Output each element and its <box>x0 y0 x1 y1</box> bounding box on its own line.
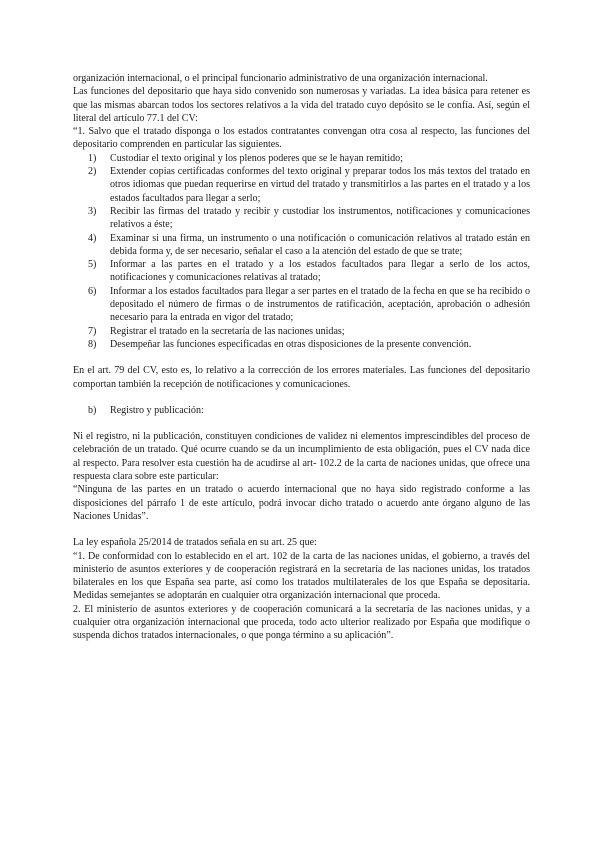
quote-article-102: “Ninguna de las partes en un tratado o acuerdo internacional que no haya sido registrado conforme a las disposiciones del párrafo 1 de este artículo, podrá invocar dicho tratado o acuerdo ante órgano alguno de las Naciones Unidas”. <box>73 484 530 522</box>
section-heading <box>73 404 530 417</box>
list-number: 8) <box>88 338 97 350</box>
list-number: 5) <box>88 259 97 271</box>
list-item <box>73 205 530 232</box>
list-number: 4) <box>88 232 97 244</box>
paragraph-registration: Ni el registro, ni la publicación, constituyen condiciones de validez ni elementos imprescindibles del proceso de celebración de un tratado. Qué ocurre cuando se da un incumplimiento de esta obligación, pues el CV nada dice al respecto. Para resolver esta cuestión ha de acudirse al art- 102.2 de la carta de naciones unidas, que ofrece una respuesta clara sobre este particular: <box>73 431 530 483</box>
list-text: Informar a los estados facultados para llegar a ser partes en el tratado de la fecha en que se ha recibido o depositado el número de firmas o de instrumentos de ratificación, aceptación, aprobación o adhesión necesario para la entrada en vigor del tratado; <box>110 285 530 324</box>
functions-list <box>73 152 530 351</box>
list-text: Informar a las partes en el tratado y a los estados facultados para llegar a serlo de los actos, notificaciones y comunicaciones relativas al tratado; <box>110 259 530 284</box>
quote-article-25-1: “1. De conformidad con lo establecido en el art. 102 de la carta de las naciones unidas, el gobierno, a través del ministerio de asuntos exteriores y de cooperación registrará en la secretaría de las naciones unidas, los tratados bilaterales en los que España sea parte, así como los tratados multilaterales de los que España se depositaria. Medidas semejantes se adoptarán en cualquier otra organización internacional que proceda. <box>73 550 530 602</box>
list-item <box>73 325 530 338</box>
paragraph-article-79: En el art. 79 del CV, esto es, lo relativo a la corrección de los errores materiales. Las funciones del depositario comportan también la recepción de notificaciones y comunicaciones. <box>73 365 530 390</box>
list-number: 6) <box>88 285 97 297</box>
list-number: 2) <box>88 166 97 178</box>
section-number: b) <box>88 404 97 416</box>
paragraph-spanish-law: La ley española 25/2014 de tratados señala en su art. 25 que: <box>73 537 317 549</box>
list-number: 3) <box>88 205 97 217</box>
list-number: 7) <box>88 325 97 337</box>
list-text: Examinar si una firma, un instrumento o una notificación o comunicación relativos al tratado están en debida forma y, de ser necesario, señalar el caso a la atención del estado de que se trate; <box>110 232 530 257</box>
list-text: Custodiar el texto original y los plenos poderes que se le hayan remitido; <box>110 152 403 164</box>
list-text: Extender copias certificadas conformes del texto original y preparar todos los más textos del tratado en otros idiomas que puedan requerirse en virtud del tratado y transmitirlos a las partes en el tratado y a los estados facultados para llegar a serlo; <box>110 166 530 204</box>
section-title: Registro y publicación: <box>110 404 204 416</box>
list-item <box>73 152 530 165</box>
paragraph-continuation: organización internacional, o el principal funcionario administrativo de una organización internacional. <box>73 73 488 84</box>
list-item <box>73 285 530 325</box>
list-number: 1) <box>88 152 97 164</box>
quote-article-77: “1. Salvo que el tratado disponga o los estados contratantes convengan otra cosa al respecto, las funciones del depositario comprenden en particular las siguientes. <box>73 126 530 151</box>
list-text: Registrar el tratado en la secretaría de las naciones unidas; <box>110 325 345 337</box>
list-item <box>73 258 530 285</box>
quote-article-25-2: 2. El ministerio de asuntos exteriores y de cooperación comunicará a la secretaría de las naciones unidas, y a cualquier otra organización internacional que proceda, todo acto ulterior realizado por España que modifique o suspenda dichos tratados internacionales, o que ponga término a su aplicación”. <box>73 603 530 642</box>
paragraph-depositary-functions: Las funciones del depositario que haya sido convenido son numerosas y variadas. La idea básica para retener es que las mismas abarcan todos los sectores relativos a la vida del tratado cuyo depósito se le confía. Así, según el literal del artículo 77.1 del CV: <box>73 86 530 124</box>
list-item <box>73 232 530 259</box>
list-text: Recibir las firmas del tratado y recibir y custodiar los instrumentos, notificaciones y comunicaciones relativos a éste; <box>110 205 530 231</box>
list-item <box>73 165 530 205</box>
list-item <box>73 338 530 351</box>
list-text: Desempeñar las funciones especificadas en otras disposiciones de la presente convención. <box>110 338 472 350</box>
